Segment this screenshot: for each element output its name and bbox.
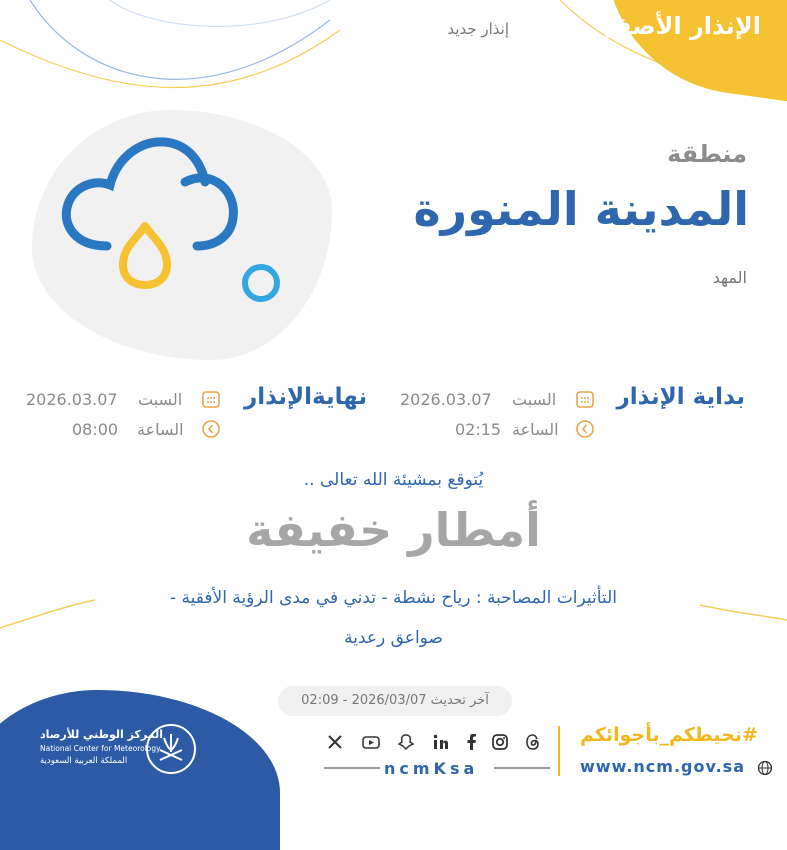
calendar-icon xyxy=(201,389,221,409)
saudi-emblem-icon xyxy=(146,724,196,774)
new-alert-label: إنذار جديد xyxy=(447,20,509,38)
start-heading: بداية الإنذار xyxy=(616,384,745,410)
social-handle[interactable]: ncmKsa xyxy=(384,759,479,778)
linkedin-icon[interactable] xyxy=(432,733,450,751)
region-label: منطقة xyxy=(667,140,747,168)
end-day-label: السبت xyxy=(138,390,183,409)
start-time-label: الساعة xyxy=(512,420,559,439)
globe-icon xyxy=(757,760,773,776)
start-date: 2026.03.07 xyxy=(400,390,492,409)
org-country-ar: المملكة العربية السعودية xyxy=(40,756,128,766)
weather-phenomenon: أمطار خفيفة xyxy=(246,503,541,557)
youtube-icon[interactable] xyxy=(362,733,380,751)
district-name: المهد xyxy=(712,268,747,287)
threads-icon[interactable] xyxy=(524,733,542,751)
footer-divider xyxy=(558,726,560,776)
start-time: 02:15 xyxy=(455,420,502,439)
forecast-intro: يُتوقع بمشيئة الله تعالى .. xyxy=(303,470,484,490)
end-date: 2026.03.07 xyxy=(26,390,118,409)
clock-icon xyxy=(575,419,595,439)
end-time: 08:00 xyxy=(72,420,119,439)
website-link[interactable]: www.ncm.gov.sa xyxy=(580,757,745,776)
last-update-badge: آخر تحديث 2026/03/07 - 02:09 xyxy=(278,686,512,716)
drop-dot-icon xyxy=(240,262,282,304)
start-day-label: السبت xyxy=(512,390,557,409)
end-time-label: الساعة xyxy=(137,420,184,439)
alert-level-title: الإنذار الأصفر xyxy=(600,12,761,40)
region-name: المدينة المنورة xyxy=(413,182,749,236)
org-name-ar: المركز الوطني للأرصاد xyxy=(40,728,164,741)
instagram-icon[interactable] xyxy=(491,733,509,751)
org-name-en: National Center for Meteorology xyxy=(40,744,161,753)
campaign-hashtag: #نحيطكم_بأجوائكم xyxy=(580,724,758,746)
facebook-icon[interactable] xyxy=(462,733,480,751)
x-icon[interactable] xyxy=(326,733,344,751)
effects-line-2: صواعق رعدية xyxy=(344,628,443,648)
rain-cloud-icon xyxy=(55,130,245,300)
snapchat-icon[interactable] xyxy=(397,733,415,751)
end-heading: نهايةالإنذار xyxy=(244,384,368,410)
effects-line-1: التأثيرات المصاحبة : رياح نشطة - تدني في مدى الرؤية الأفقية - xyxy=(170,588,617,608)
clock-icon xyxy=(201,419,221,439)
calendar-icon xyxy=(575,389,595,409)
